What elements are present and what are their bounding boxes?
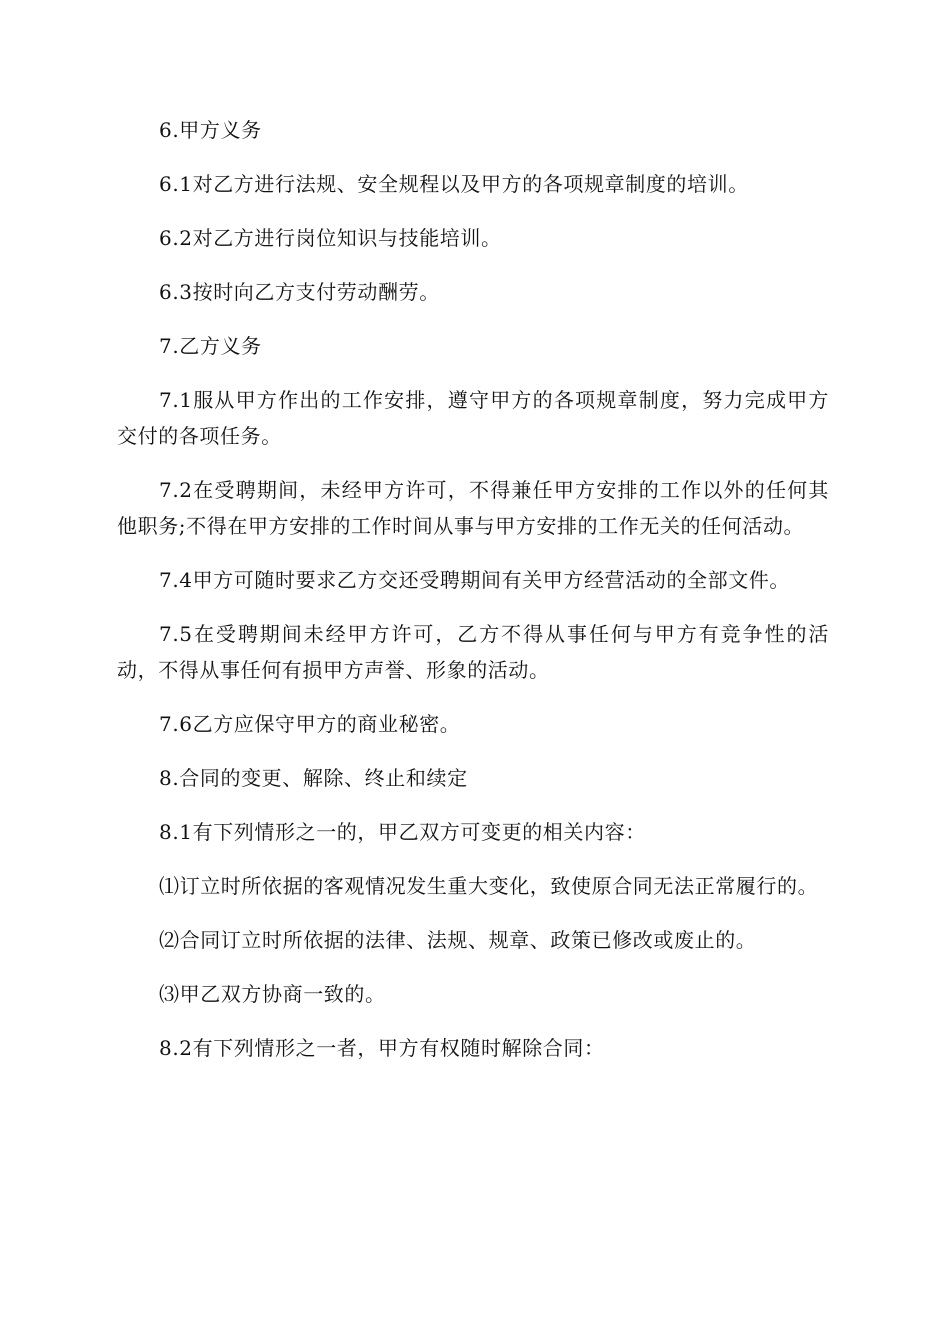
clause-8-1-item-2: ⑵合同订立时所依据的法律、法规、规章、政策已修改或废止的。 xyxy=(159,928,757,952)
clause-7-2: 7.2在受聘期间，未经甲方许可，不得兼任甲方安排的工作以外的任何其他职务;不得在甲方安排的工作时间从事与甲方安排的工作无关的任何活动。 xyxy=(117,478,829,538)
clause-8-1-item-3: ⑶甲乙双方协商一致的。 xyxy=(159,982,386,1006)
clause-6-3: 6.3按时向乙方支付劳动酬劳。 xyxy=(159,280,440,304)
section-heading-7: 7.乙方义务 xyxy=(159,334,262,358)
clause-8-2: 8.2有下列情形之一者，甲方有权随时解除合同： xyxy=(159,1036,605,1060)
clause-7-4: 7.4甲方可随时要求乙方交还受聘期间有关甲方经营活动的全部文件。 xyxy=(159,568,791,592)
clause-7-5: 7.5在受聘期间未经甲方许可，乙方不得从事任何与甲方有竞争性的活动，不得从事任何有损甲方声誉、形象的活动。 xyxy=(117,622,829,682)
document-body xyxy=(117,112,829,1084)
clause-7-6: 7.6乙方应保守甲方的商业秘密。 xyxy=(159,712,461,736)
clause-8-1-item-1: ⑴订立时所依据的客观情况发生重大变化，致使原合同无法正常履行的。 xyxy=(159,874,819,898)
clause-6-2: 6.2对乙方进行岗位知识与技能培训。 xyxy=(159,226,502,250)
clause-7-1: 7.1服从甲方作出的工作安排，遵守甲方的各项规章制度，努力完成甲方交付的各项任务。 xyxy=(117,388,829,448)
section-heading-6: 6.甲方义务 xyxy=(159,118,262,142)
section-heading-8: 8.合同的变更、解除、终止和续定 xyxy=(159,766,468,790)
clause-8-1: 8.1有下列情形之一的，甲乙双方可变更的相关内容： xyxy=(159,820,646,844)
clause-6-1: 6.1对乙方进行法规、安全规程以及甲方的各项规章制度的培训。 xyxy=(159,172,749,196)
